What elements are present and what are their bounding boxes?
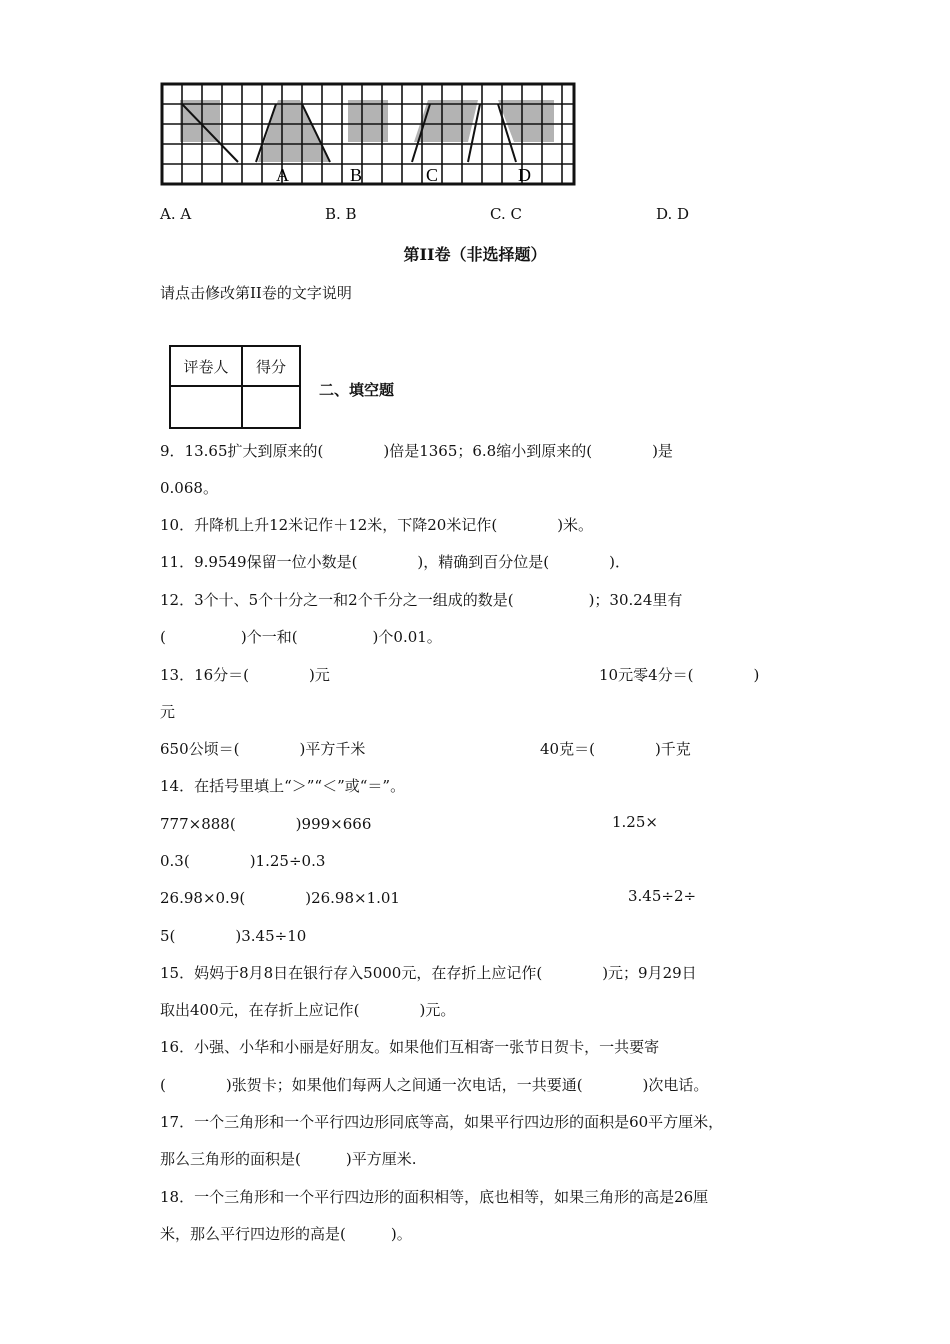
question-10: 10．升降机上升12米记作＋12米，下降20米记作( )米。 [160, 516, 594, 534]
question-14-line2: 0.3( )1.25÷0.3 [160, 852, 326, 870]
question-14-line1-right: 1.25× [612, 813, 658, 831]
question-18-line2: 米，那么平行四边形的高是( )。 [160, 1225, 412, 1243]
question-15-line1: 15．妈妈于8月8日在银行存入5000元，在存折上应记作( )元；9月29日 [160, 964, 697, 982]
question-11: 11．9.9549保留一位小数是( )，精确到百分位是( )． [160, 553, 630, 571]
part-heading: 二、填空题 [319, 381, 395, 399]
question-16-line1: 16．小强、小华和小丽是好朋友。如果他们互相寄一张节日贺卡，一共要寄 [160, 1038, 660, 1056]
question-12-line1: 12．3个十、5个十分之一和2个千分之一组成的数是( )；30.24里有 [160, 591, 683, 609]
question-17-line2: 那么三角形的面积是( )平方厘米. [160, 1150, 417, 1168]
score-cell[interactable] [242, 386, 300, 428]
shaded-shape-d [498, 100, 554, 142]
section-title: 第II卷（非选择题） [403, 245, 547, 264]
shaded-triangle [180, 100, 220, 142]
question-12-line2: ( )个一和( )个0.01。 [160, 628, 442, 646]
score-header: 得分 [242, 346, 300, 386]
option-a[interactable]: A. A [160, 205, 192, 223]
option-c[interactable]: C. C [490, 205, 522, 223]
shape-label-c: C [426, 165, 439, 185]
question-15-line2: 取出400元，在存折上应记作( )元。 [160, 1001, 456, 1019]
question-16-line2: ( )张贺卡；如果他们每两人之间通一次电话，一共要通( )次电话。 [160, 1076, 709, 1094]
option-b[interactable]: B. B [325, 205, 357, 223]
grader-box [169, 345, 301, 429]
question-14-line4: 5( )3.45÷10 [160, 927, 307, 945]
question-14-line1-left: 777×888( )999×666 [160, 815, 372, 833]
question-18-line1: 18．一个三角形和一个平行四边形的面积相等，底也相等，如果三角形的高是26厘 [160, 1188, 709, 1206]
question-13-line3-left: 650公顷＝( )平方千米 [160, 740, 366, 758]
shaded-shape-a [258, 100, 330, 162]
question-13-line1-right: 10元零4分＝( ) [599, 666, 760, 684]
shape-label-b: B [350, 165, 363, 185]
question-14-line3-left: 26.98×0.9( )26.98×1.01 [160, 889, 400, 907]
shaded-regions [180, 100, 554, 162]
shape-label-a: A [276, 165, 289, 185]
grader-header: 评卷人 [170, 346, 242, 386]
question-9-line1: 9．13.65扩大到原来的( )倍是1365；6.8缩小到原来的( )是 [160, 442, 673, 460]
question-13-line3-right: 40克＝( )千克 [540, 740, 691, 758]
grid-figure [158, 80, 578, 188]
question-13-line2: 元 [160, 703, 176, 721]
question-13-line1-left: 13．16分＝( )元 [160, 666, 330, 684]
shaded-shape-c [414, 100, 478, 142]
question-14-line3-right: 3.45÷2÷ [628, 887, 697, 905]
option-d[interactable]: D. D [656, 205, 690, 223]
grader-cell[interactable] [170, 386, 242, 428]
shape-label-d: D [518, 165, 531, 185]
question-9-line2: 0.068。 [160, 479, 218, 497]
question-14: 14．在括号里填上“＞”“＜”或“＝”。 [160, 777, 406, 795]
question-17-line1: 17．一个三角形和一个平行四边形同底等高，如果平行四边形的面积是60平方厘米， [160, 1113, 724, 1131]
section-note: 请点击修改第II卷的文字说明 [160, 284, 352, 302]
